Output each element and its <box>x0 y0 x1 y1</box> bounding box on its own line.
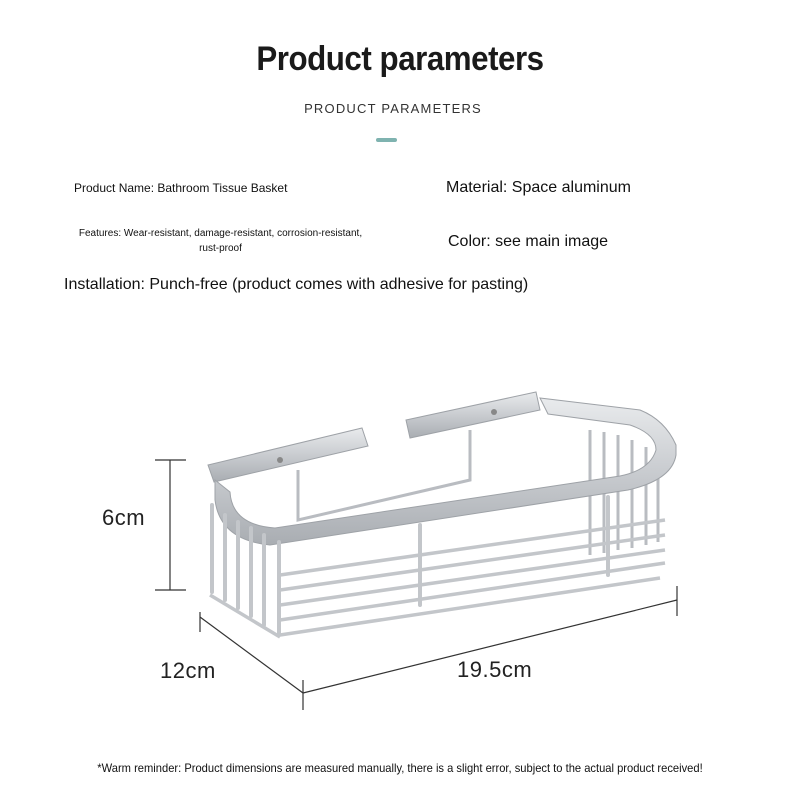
dimension-width-label: 19.5cm <box>457 657 533 682</box>
page-subtitle: PRODUCT PARAMETERS <box>304 101 482 116</box>
dimension-height-label: 6cm <box>102 505 146 530</box>
page-title: Product parameters <box>256 40 544 78</box>
dimension-depth-label: 12cm <box>160 658 216 683</box>
spec-material: Material: Space aluminum <box>446 179 631 196</box>
spec-color: Color: see main image <box>448 233 609 250</box>
spec-features: Features: Wear-resistant, damage-resistant, corrosion-resistant, rust-proof <box>78 228 363 254</box>
warm-reminder-note: *Warm reminder: Product dimensions are measured manually, there is a slight error, subject to the actual product received! <box>97 761 703 775</box>
spec-installation: Installation: Punch-free (product comes with adhesive for pasting) <box>64 276 529 293</box>
spec-product-name: Product Name: Bathroom Tissue Basket <box>74 181 288 195</box>
mounting-bracket-right <box>406 392 540 438</box>
mounting-bracket-left <box>208 428 368 482</box>
